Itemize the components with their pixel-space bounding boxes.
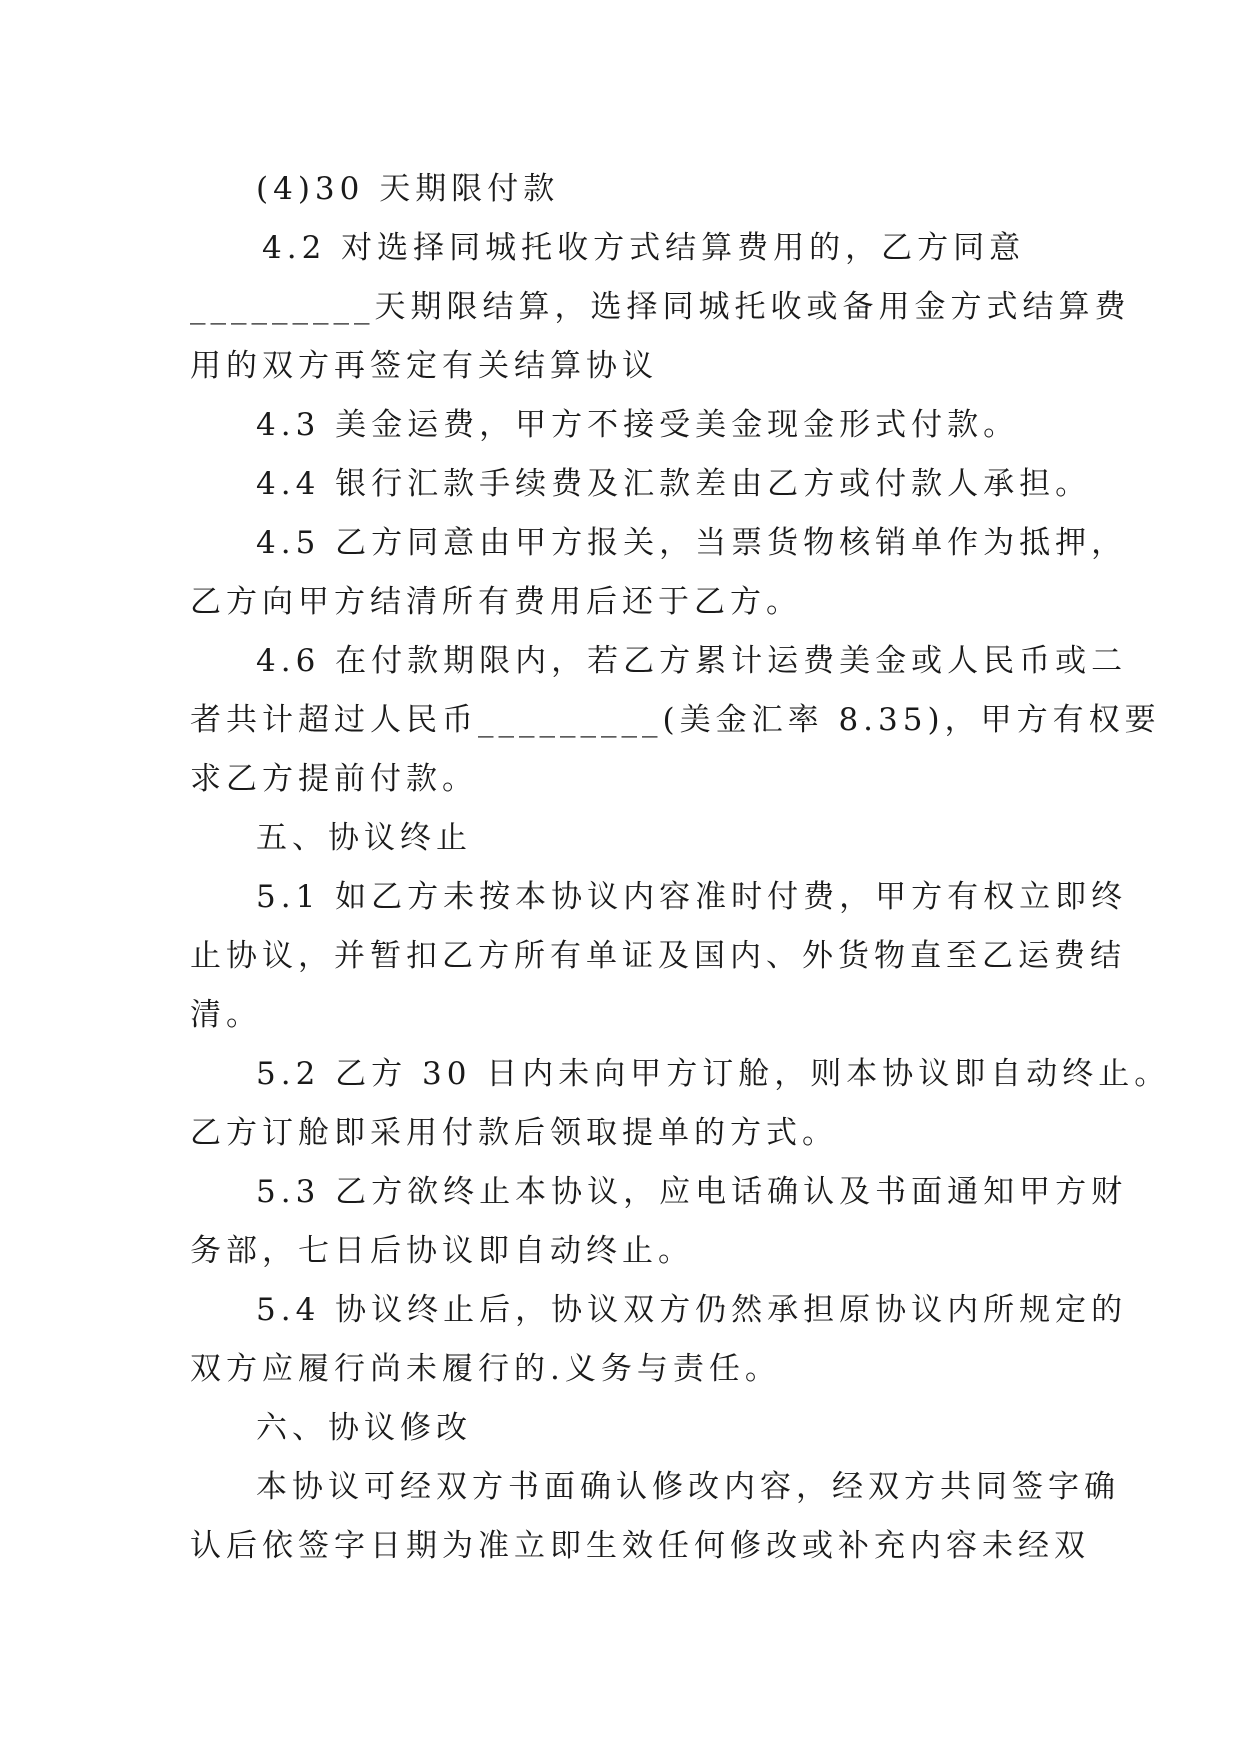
text-line: 5.2 乙方 30 日内未向甲方订舱，则本协议即自动终止。 bbox=[256, 1056, 1171, 1092]
text-line: 5.1 如乙方未按本协议内容准时付费，甲方有权立即终 bbox=[256, 879, 1128, 915]
text-line: 4.2 对选择同城托收方式结算费用的，乙方同意 bbox=[262, 230, 1026, 266]
text-line: 者共计超过人民币_________(美金汇率 8.35)，甲方有权要 bbox=[190, 702, 1161, 738]
text-line: (4)30 天期限付款 bbox=[256, 171, 560, 207]
text-line: 认后依签字日期为准立即生效任何修改或补充内容未经双 bbox=[190, 1528, 1090, 1564]
text-line: 本协议可经双方书面确认修改内容，经双方共同签字确 bbox=[256, 1469, 1120, 1505]
text-line: 止协议，并暂扣乙方所有单证及国内、外货物直至乙运费结 bbox=[190, 938, 1126, 974]
text-line: 4.3 美金运费，甲方不接受美金现金形式付款。 bbox=[256, 407, 1020, 443]
text-line: 乙方订舱即采用付款后领取提单的方式。 bbox=[190, 1115, 838, 1151]
text-line: 4.6 在付款期限内，若乙方累计运费美金或人民币或二 bbox=[256, 643, 1128, 679]
text-line: 4.5 乙方同意由甲方报关，当票货物核销单作为抵押， bbox=[256, 525, 1128, 561]
text-line: 4.4 银行汇款手续费及汇款差由乙方或付款人承担。 bbox=[256, 466, 1092, 502]
section-heading: 五、协议终止 bbox=[256, 820, 472, 856]
document-body bbox=[190, 160, 1171, 1576]
text-line: 求乙方提前付款。 bbox=[190, 761, 478, 797]
text-line: 双方应履行尚未履行的.义务与责任。 bbox=[190, 1351, 781, 1387]
text-line: 5.4 协议终止后，协议双方仍然承担原协议内所规定的 bbox=[256, 1292, 1128, 1328]
text-line: 清。 bbox=[190, 997, 262, 1033]
text-line: 务部，七日后协议即自动终止。 bbox=[190, 1233, 694, 1269]
text-line: 乙方向甲方结清所有费用后还于乙方。 bbox=[190, 584, 802, 620]
text-line: _________天期限结算，选择同城托收或备用金方式结算费 bbox=[190, 289, 1131, 325]
text-line: 5.3 乙方欲终止本协议，应电话确认及书面通知甲方财 bbox=[256, 1174, 1128, 1210]
section-heading: 六、协议修改 bbox=[256, 1410, 472, 1446]
text-line: 用的双方再签定有关结算协议 bbox=[190, 348, 658, 384]
